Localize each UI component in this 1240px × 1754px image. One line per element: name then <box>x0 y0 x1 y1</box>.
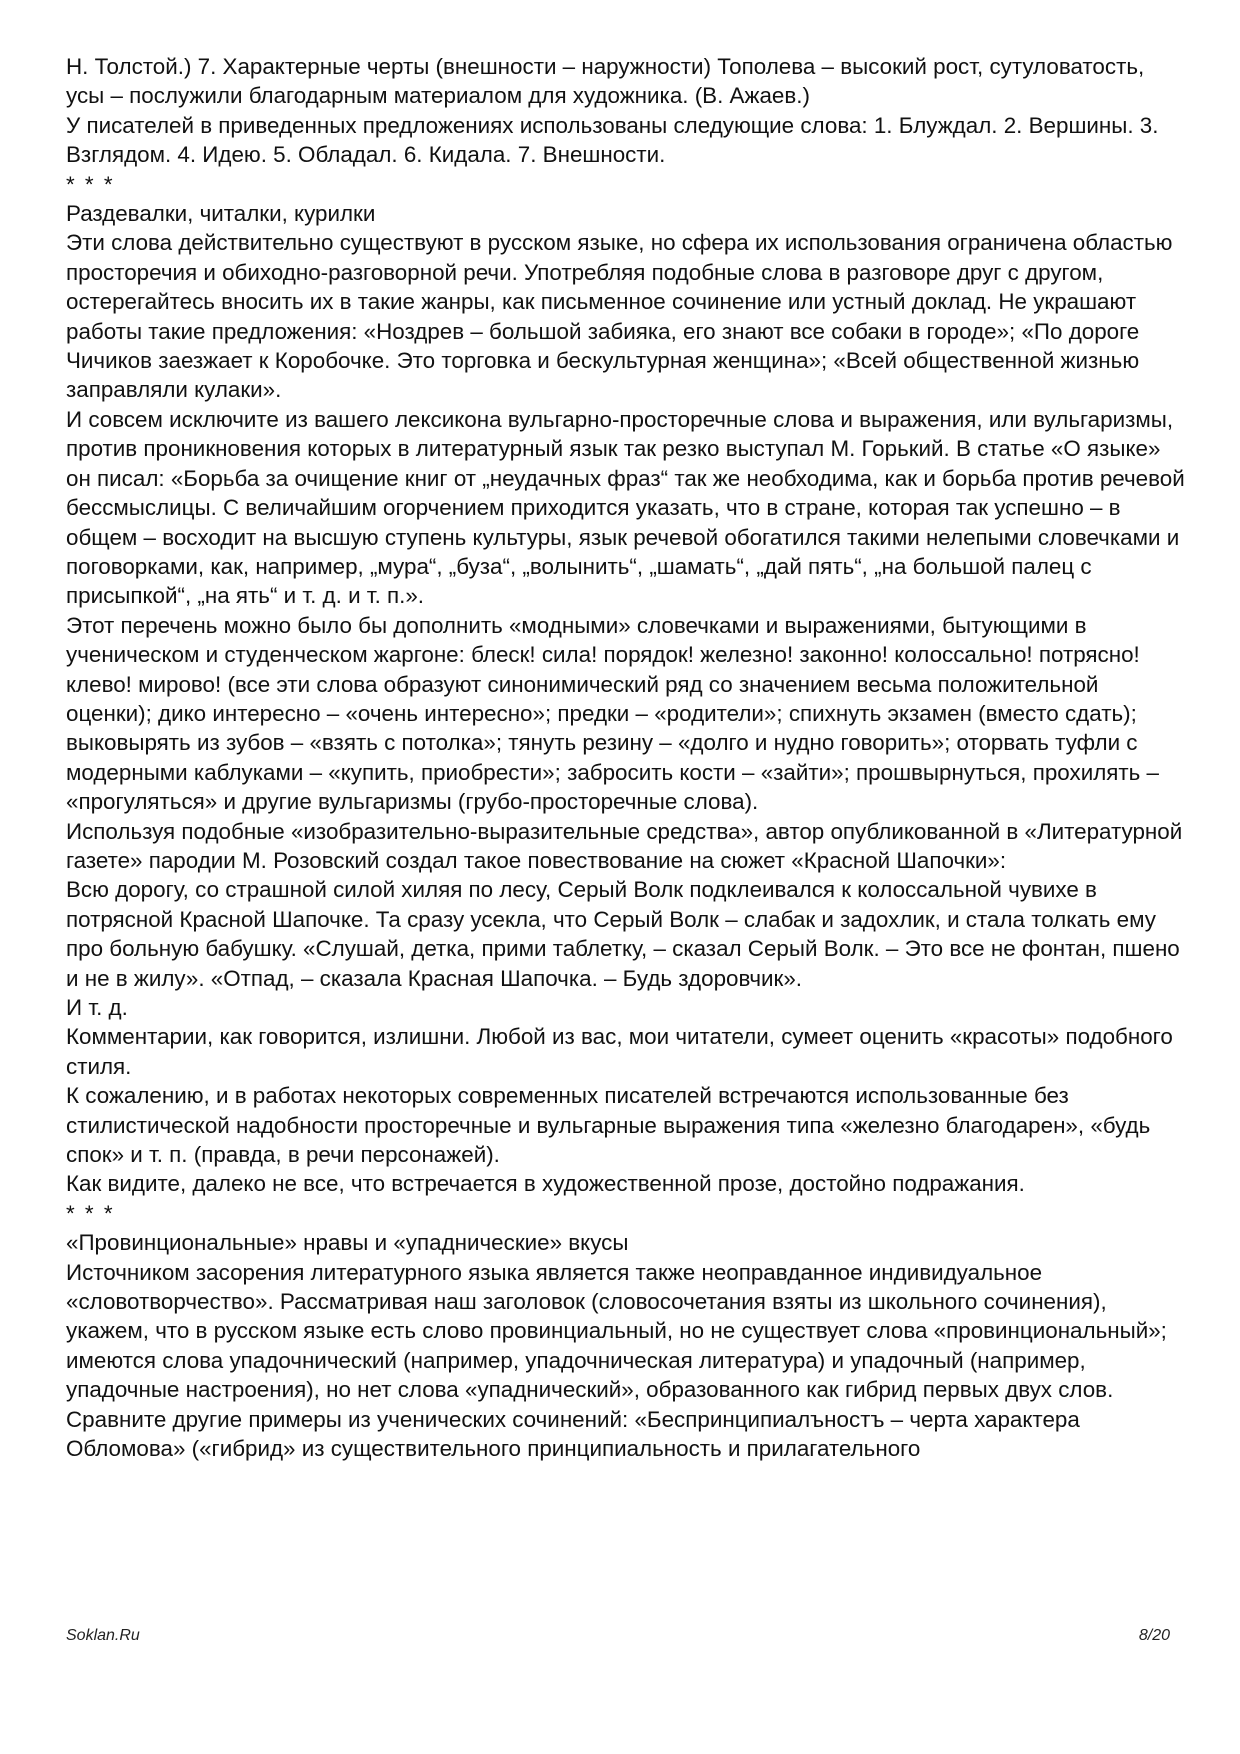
paragraph-prostorechie: Эти слова действительно существуют в русском языке, но сфера их использования ограничена областью просторечия и обиходно-разговорной речи. Употребляя подобные слова в разговоре друг с другом, остерегайтесь вносить их в такие жанры, как письменное сочинение или устный доклад. Не украшают работы такие предложения: «Ноздрев – большой забияка, его знают все собаки в городе»; «По дороге Чичиков заезжает к Коробочке. Это торговка и бескультурная женщина»; «Всей общественной жизнью заправляли кулаки». <box>66 230 1173 403</box>
paragraph-word-creation: Источником засорения литературного языка является также неоправданное индивидуальное «словотворчество». Рассматривая наш заголовок (словосочетания взяты из школьного сочинения), укажем, что в русском языке есть слово провинциальный, но не существует слова «провинциональный»; имеются слова упадочнический (например, упадочническая литература) и упадочный (например, упадочные настроения), но нет слова «упаднический», образованного как гибрид первых двух слов. <box>66 1259 1167 1403</box>
paragraph-parody-text: Всю дорогу, со страшной силой хиляя по лесу, Серый Волк подклеивался к колоссальной чувихе в потрясной Красной Шапочке. Та сразу усекла, что Серый Волк – слабак и задохлик, и стала толкать ему про больную бабушку. «Слушай, детка, прими таблетку, – сказал Серый Волк. – Это все не фонтан, пшено и не в жилу». «Отпад, – сказала Красная Шапочка. – Будь здоровчик». <box>66 877 1180 991</box>
paragraph-student-examples: Сравните другие примеры из ученических сочинений: «Беспринципиалъностъ – черта характера Обломова» («гибрид» из существительного принципиальность и прилагательного <box>66 1406 1080 1462</box>
section-title-razdevalki: Раздевалки, читалки, курилки <box>66 201 376 227</box>
footer-source: Soklan.Ru <box>66 1627 140 1644</box>
section-separator: * * * <box>66 1200 115 1226</box>
paragraph-tolstoy-ending: Н. Толстой.) 7. Характерные черты (внешности – наружности) Тополева – высокий рост, сутуловатость, усы – послужили благодарным материалом для художника. (В. Ажаев.) <box>66 54 1145 109</box>
paragraph-answers: У писателей в приведенных предложениях использованы следующие слова: 1. Блуждал. 2. Вершины. 3. Взглядом. 4. Идею. 5. Обладал. 6. Кидала. 7. Внешности. <box>66 112 1159 168</box>
section-separator: * * * <box>66 171 115 197</box>
paragraph-jargon-list: Этот перечень можно было бы дополнить «модными» словечками и выражениями, бытующими в ученическом и студенческом жаргоне: блеск! сила! порядок! железно! законно! колоссально! потрясно! клево! мирово! (все эти слова образуют синонимический ряд со значением весьма положительной оценки); дико интересно – «очень интересно»; предки – «родители»; спихнуть экзамен (вместо сдать); выковырять из зубов – «взять с потолка»; тянуть резину – «долго и нудно говорить»; оторвать туфли с модерными каблуками – «купить, приобрести»; забросить кости – «зайти»; прошвырнуться, прохилять – «прогуляться» и другие вульгаризмы (грубо-просторечные слова). <box>66 612 1159 815</box>
footer-page-number: 8/20 <box>1138 1627 1170 1644</box>
paragraph-vulgarisms: И совсем исключите из вашего лексикона вульгарно-просторечные слова и выражения, или вульгаризмы, против проникновения которых в литературный язык так резко выступал М. Горький. В статье «О языке» он писал: «Борьба за очищение книг от „неудачных фраз“ так же необходима, как и борьба против речевой бессмыслицы. С величайшим огорчением приходится указать, что в стране, которая так успешно – в общем – восходит на высшую ступень культуры, язык речевой обогатился такими нелепыми словечками и поговорками, как, например, „мура“, „буза“, „волынить“, „шамать“, „дай пять“, „на большой палец с присыпкой“, „на ять“ и т. д. и т. п.». <box>66 406 1185 609</box>
paragraph-etc: И т. д. <box>66 995 128 1020</box>
paragraph-parody-intro: Используя подобные «изобразительно-выразительные средства», автор опубликованной в «Литературной газете» пародии М. Розовский создал такое повествование на сюжет «Красной Шапочки»: <box>66 818 1183 873</box>
paragraph-modern-writers: К сожалению, и в работах некоторых современных писателей встречаются использованные без стилистической надобности просторечные и вульгарные выражения типа «железно благодарен», «будь спок» и т. п. (правда, в речи персонажей). <box>66 1083 1151 1168</box>
page-body <box>66 52 1186 1464</box>
paragraph-conclusion: Как видите, далеко не все, что встречается в художественной прозе, достойно подражания. <box>66 1171 1025 1197</box>
paragraph-comments: Комментарии, как говорится, излишни. Любой из вас, мои читатели, сумеет оценить «красоты» подобного стиля. <box>66 1024 1173 1079</box>
section-title-provincial: «Провинциональные» нравы и «упаднические» вкусы <box>66 1230 629 1256</box>
